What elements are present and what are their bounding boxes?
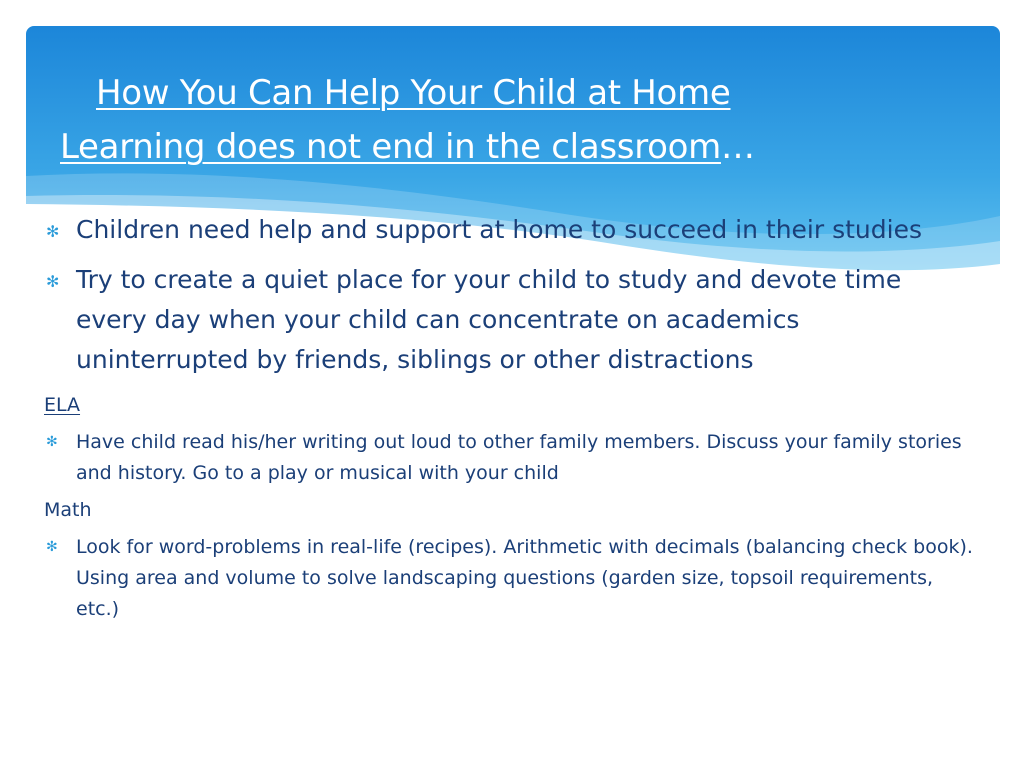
asterisk-bullet-icon: ✻ xyxy=(46,539,58,555)
math-bullet: ✻ Look for word-problems in real-life (recipes). Arithmetic with decimals (balancing check book). Using area and volume to solve landscaping questions (garden size, topsoil requirements, etc.) xyxy=(44,532,974,625)
asterisk-bullet-icon: ✻ xyxy=(46,434,58,450)
bullet-item: ✻ Try to create a quiet place for your child to study and devote time every day when your child can concentrate on academics uninterrupted by friends, siblings or other distractions xyxy=(44,260,974,380)
math-heading: Math xyxy=(44,499,92,521)
ela-heading: ELA xyxy=(44,394,81,416)
bullet-item: ✻ Children need help and support at home to succeed in their studies xyxy=(44,210,974,250)
title-line-2: Learning does not end in the classroom… xyxy=(60,127,755,167)
asterisk-bullet-icon: ✻ xyxy=(46,222,60,241)
slide-title xyxy=(60,66,960,174)
title-line-1: How You Can Help Your Child at Home xyxy=(96,73,731,113)
ela-bullet: ✻ Have child read his/her writing out loud to other family members. Discuss your family stories and history. Go to a play or musical with your child xyxy=(44,427,974,489)
slide-body xyxy=(44,210,974,631)
asterisk-bullet-icon: ✻ xyxy=(46,272,60,291)
